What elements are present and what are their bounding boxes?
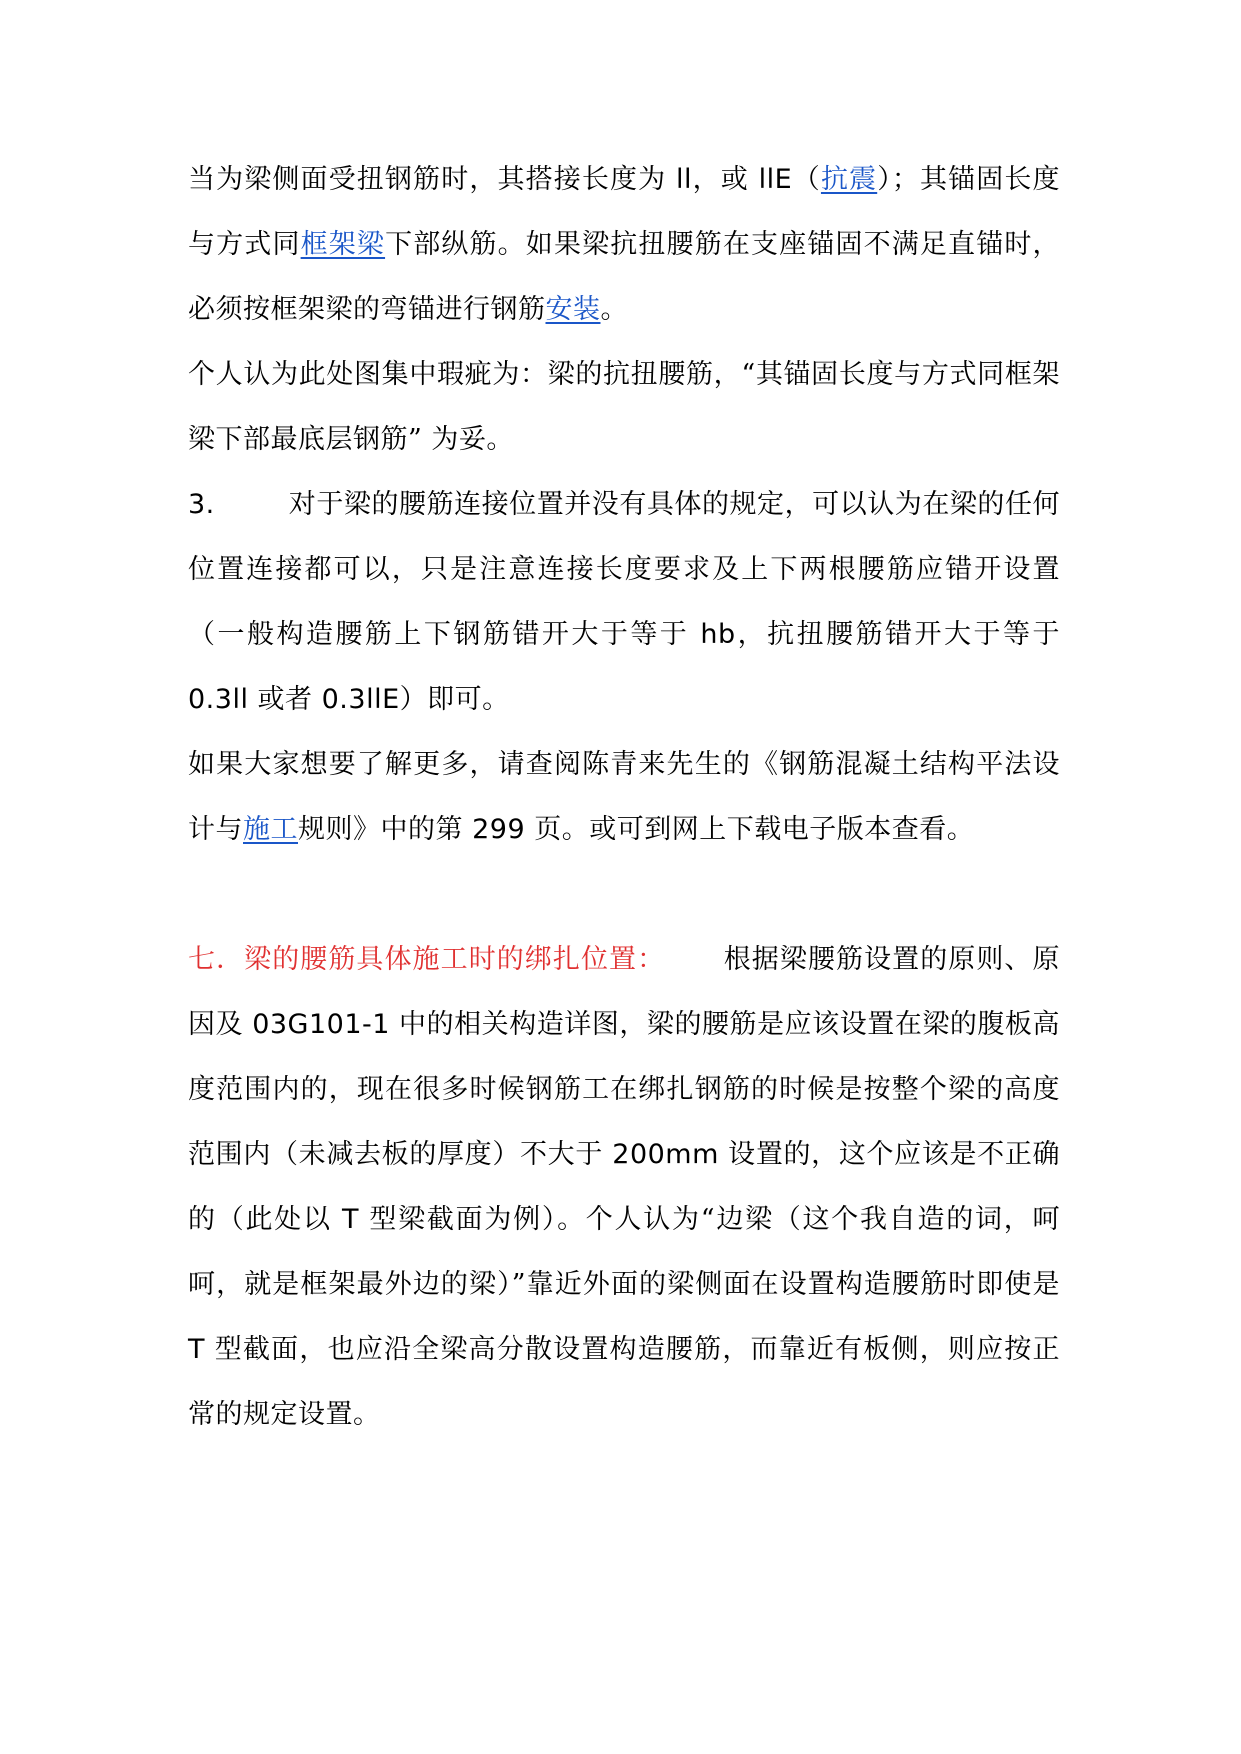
text: 型梁截面为例）。个人认为“边梁（这个我自造的词，呵呵，就是框架最外边的梁）”靠近外面的梁侧面在设置构造腰筋时即使是	[188, 1204, 1060, 1300]
text: 页。或可到网上下载电子版本查看。	[525, 814, 975, 845]
link-frame-beam[interactable]: 框架梁	[300, 229, 386, 260]
text: ）；其锚固长度与方式同	[188, 164, 1060, 260]
text: 0.3llE	[321, 684, 400, 715]
list-number: 3.	[188, 489, 215, 520]
text: 对于梁的腰筋连接位置并没有具体的规定，可以认为在梁的任何位置连接都可以，只是注意连接长度要求及上下两根腰筋应错开设置（一般构造腰筋上下钢筋错开大于等于	[188, 489, 1060, 650]
text: ）即可。	[399, 684, 510, 715]
section-heading: 七．梁的腰筋具体施工时的绑扎位置：	[188, 944, 666, 975]
text: ，抗扭腰筋错开大于等于	[735, 619, 1060, 650]
text: llE	[758, 164, 793, 195]
paragraph-section-7	[188, 927, 1060, 1447]
text: 如果大家想要了解更多，请查阅陈青来先生的《钢筋混凝土结构平法设计与	[188, 749, 1060, 845]
text: 规则》中的第	[298, 814, 473, 845]
paragraph-reference	[188, 732, 1060, 862]
text: 03G101-1	[252, 1009, 390, 1040]
text: 根据梁腰筋设置的原则、原因及	[188, 944, 1060, 1040]
text: 个人认为此处图集中瑕疵为：梁的抗扭腰筋，“其锚固长度与方式同框架梁下部最底层钢筋” 为妥。	[188, 359, 1060, 455]
text: 型截面，也应沿全梁高分散设置构造腰筋，而靠近有板侧，则应按正常的规定设置。	[188, 1334, 1060, 1430]
text: 。	[600, 294, 628, 325]
text: 下部纵筋。如果梁抗扭腰筋在支座锚固不满足直锚时，必须按框架梁的弯锚进行钢筋	[188, 229, 1061, 325]
text: hb	[700, 619, 736, 650]
text: 或者	[248, 684, 322, 715]
text: T	[342, 1204, 360, 1235]
text: 当为梁侧面受扭钢筋时，其搭接长度为	[188, 164, 676, 195]
text: 中的相关构造详图，梁的腰筋是应该设置在梁的腹板高度范围内的，现在很多时候钢筋工在绑扎钢筋的时候是按整个梁的高度范围内（未减去板的厚度）不大于	[188, 1009, 1060, 1170]
paragraph-torsion-rebar	[188, 147, 1060, 342]
link-seismic[interactable]: 抗震	[820, 164, 878, 195]
link-install[interactable]: 安装	[545, 294, 601, 325]
text: 设置的，这个应该是不正确的（此处以	[188, 1139, 1060, 1235]
text: （	[792, 164, 821, 195]
text: 200mm	[612, 1139, 719, 1170]
paragraph-personal-opinion	[188, 342, 1060, 472]
text: T	[188, 1334, 205, 1365]
link-construction[interactable]: 施工	[243, 814, 298, 845]
text: 0.3ll	[188, 684, 249, 715]
text: ，或	[691, 164, 759, 195]
paragraph-item-3	[188, 472, 1060, 732]
page-number: 299	[472, 814, 526, 845]
text: ll	[675, 164, 692, 195]
